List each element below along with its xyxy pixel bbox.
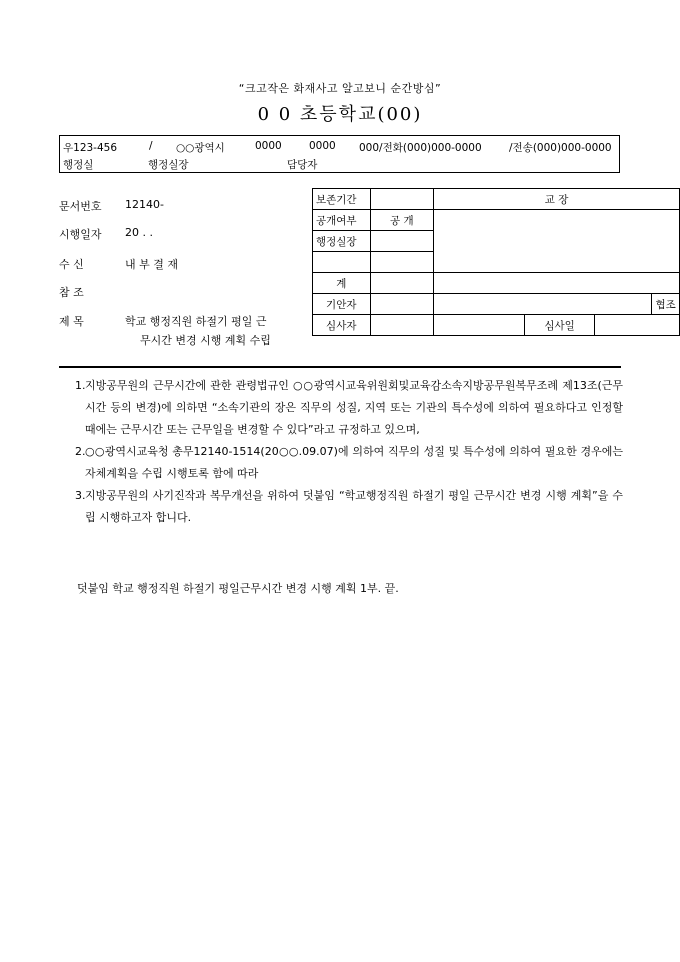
department: 행정실 <box>63 159 94 171</box>
recipient-label: 수 신 <box>59 258 84 271</box>
body-item-1 <box>63 375 623 441</box>
subject-line-1: 학교 행정직원 하절기 평일 근 <box>125 315 267 328</box>
gye-area <box>434 273 680 294</box>
date-value: 20 . . <box>125 226 153 239</box>
separator: / <box>149 140 153 152</box>
body-item-2 <box>63 441 623 485</box>
fax: /전송(000)000-0000 <box>509 142 612 154</box>
slogan: “크고작은 화재사고 알고보니 순간방심” <box>238 82 442 95</box>
item-number: 3. <box>75 489 86 502</box>
admin-chief-label: 행정실장 <box>313 231 371 252</box>
item-number: 1. <box>75 379 86 392</box>
subject-label: 제 목 <box>59 315 84 328</box>
department-chief: 행정실장 <box>148 159 189 171</box>
item-text: 지방공무원의 사기진작과 복무개선을 위하여 덧붙임 “학교행정직원 하절기 평일 근무시간 변경 시행 계획”을 수립 시행하고자 합니다. <box>85 489 623 524</box>
retention-label: 보존기간 <box>313 189 371 210</box>
recipient-value: 내 부 결 재 <box>125 258 178 271</box>
reviewer-label: 심사자 <box>313 315 371 336</box>
drafter-area <box>434 294 652 315</box>
principal-label: 교 장 <box>434 189 680 210</box>
retention-value <box>370 189 434 210</box>
item-text: 지방공무원의 근무시간에 관한 관령법규인 ○○광역시교육위원회및교육감소속지방공무원복무조례 제13조(근무시간 등의 변경)에 의하면 “소속기관의 장은 직무의 성질, 지역 또는 기관의 특수성에 의하여 필요하다고 인정할 때에는 근무시간 또는 근무일을 변경할 수 있다”라고 규정하고 있으며, <box>85 379 623 436</box>
principal-sign-area <box>434 210 680 273</box>
drafter-label: 기안자 <box>313 294 371 315</box>
divider <box>59 366 621 368</box>
body-text <box>63 375 623 529</box>
city: ○○광역시 <box>176 142 225 154</box>
cooperation-label: 협조 <box>652 294 680 315</box>
disclosure-value: 공 개 <box>370 210 434 231</box>
doc-number-value: 12140- <box>125 198 164 211</box>
drafter-sign <box>370 294 434 315</box>
review-date-value <box>594 315 679 336</box>
attachment-line: 덧붙임 학교 행정직원 하절기 평일근무시간 변경 시행 계획 1부. 끝. <box>77 582 399 595</box>
subject-line-2: 무시간 변경 시행 계획 수립 <box>140 334 271 347</box>
reviewer-area <box>434 315 525 336</box>
address-part-2: 0000 <box>309 140 336 152</box>
blank-label-cell <box>313 252 371 273</box>
disclosure-label: 공개여부 <box>313 210 371 231</box>
reference-label: 참 조 <box>59 286 84 299</box>
reviewer-sign <box>370 315 434 336</box>
postcode: 우123-456 <box>63 142 118 154</box>
body-item-3 <box>63 485 623 529</box>
manager: 담당자 <box>287 159 318 171</box>
blank-sign-cell <box>370 252 434 273</box>
phone: 000/전화(000)000-0000 <box>359 142 482 154</box>
address-part-1: 0000 <box>255 140 282 152</box>
contact-box <box>59 135 620 173</box>
date-label: 시행일자 <box>59 228 102 241</box>
doc-number-label: 문서번호 <box>59 200 102 213</box>
page-title: 0 0 초등학교(00) <box>257 104 423 125</box>
item-text: ○○광역시교육청 총무12140-1514(20○○.09.07)에 의하여 직무의 성질 및 특수성에 의하여 필요한 경우에는 자체계획을 수립 시행토록 함에 따라 <box>85 445 623 480</box>
review-date-label: 심사일 <box>525 315 595 336</box>
gye-label: 계 <box>313 273 371 294</box>
approval-table <box>312 188 680 336</box>
gye-sign <box>370 273 434 294</box>
item-number: 2. <box>75 445 86 458</box>
admin-chief-sign <box>370 231 434 252</box>
